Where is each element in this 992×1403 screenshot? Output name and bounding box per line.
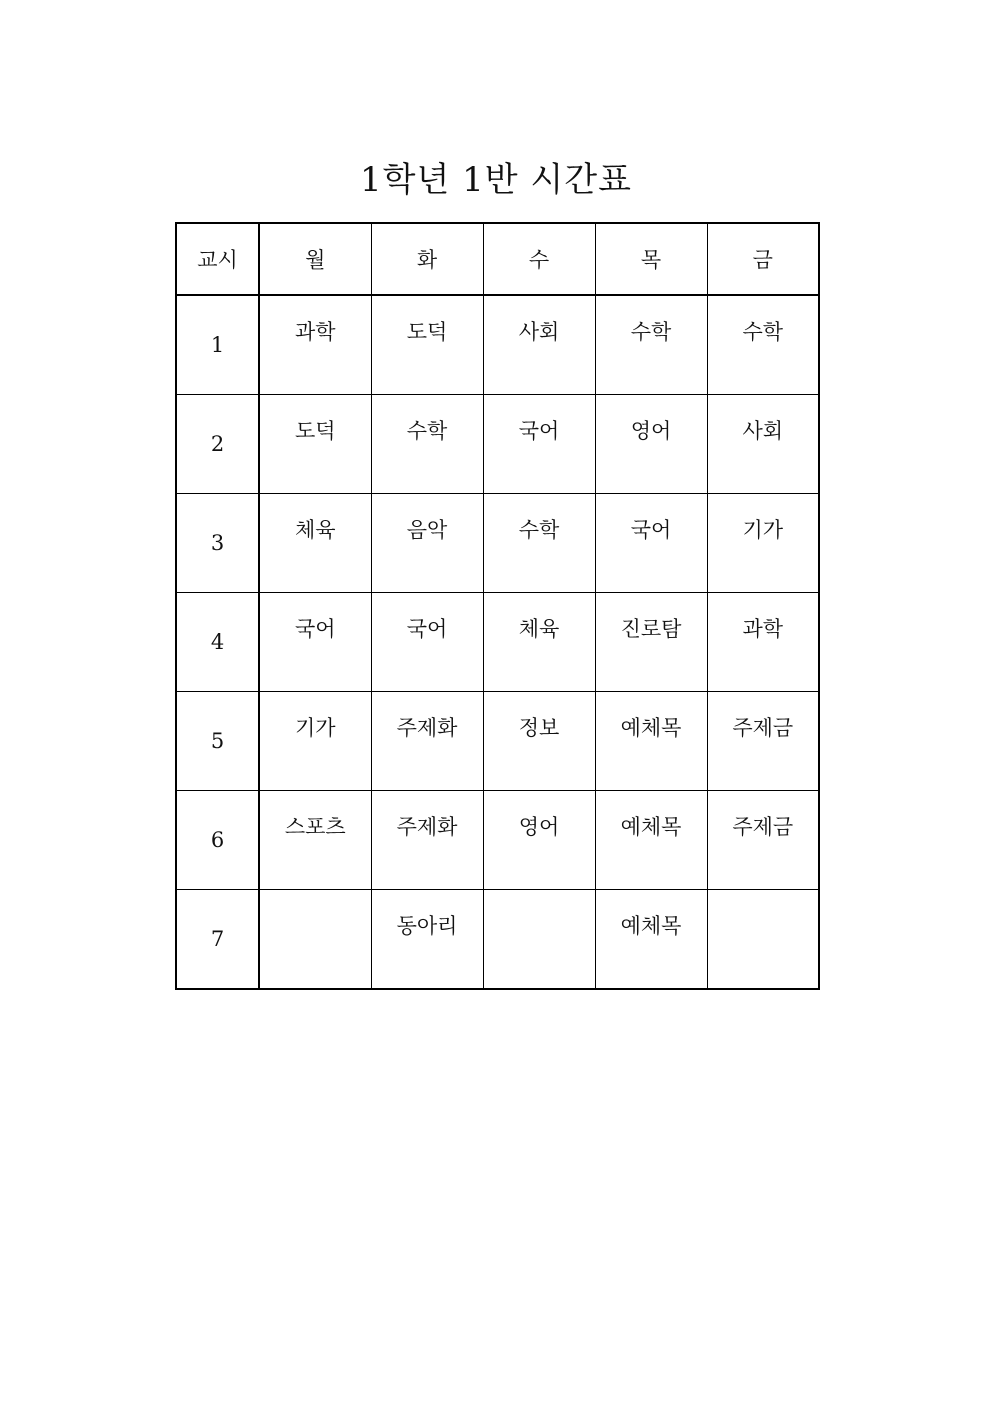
table-row	[176, 494, 819, 593]
class-cell: 스포츠	[259, 791, 371, 890]
period-number: 5	[176, 692, 259, 791]
class-cell: 국어	[595, 494, 707, 593]
class-cell: 예체목	[595, 890, 707, 990]
table-row	[176, 692, 819, 791]
period-number: 7	[176, 890, 259, 990]
class-cell: 과학	[259, 295, 371, 395]
class-cell: 주제화	[371, 791, 483, 890]
class-cell: 동아리	[371, 890, 483, 990]
class-cell: 수학	[595, 295, 707, 395]
table-row	[176, 593, 819, 692]
period-number: 4	[176, 593, 259, 692]
class-cell: 영어	[483, 791, 595, 890]
class-cell: 체육	[483, 593, 595, 692]
class-cell: 과학	[707, 593, 819, 692]
class-cell: 진로탐	[595, 593, 707, 692]
table-row	[176, 890, 819, 990]
class-cell: 수학	[371, 395, 483, 494]
class-cell	[483, 890, 595, 990]
period-number: 6	[176, 791, 259, 890]
class-cell: 정보	[483, 692, 595, 791]
class-cell: 사회	[707, 395, 819, 494]
class-cell: 주제금	[707, 692, 819, 791]
class-cell	[707, 890, 819, 990]
period-number: 2	[176, 395, 259, 494]
header-thu: 목	[595, 223, 707, 295]
table-row	[176, 791, 819, 890]
header-period: 교시	[176, 223, 259, 295]
class-cell: 체육	[259, 494, 371, 593]
class-cell: 수학	[707, 295, 819, 395]
period-number: 1	[176, 295, 259, 395]
class-cell: 도덕	[259, 395, 371, 494]
class-cell: 사회	[483, 295, 595, 395]
class-cell: 영어	[595, 395, 707, 494]
class-cell: 음악	[371, 494, 483, 593]
table-row	[176, 295, 819, 395]
header-fri: 금	[707, 223, 819, 295]
page-title: 1학년 1반 시간표	[360, 160, 632, 200]
class-cell: 도덕	[371, 295, 483, 395]
header-wed: 수	[483, 223, 595, 295]
header-tue: 화	[371, 223, 483, 295]
class-cell: 주제화	[371, 692, 483, 791]
class-cell: 예체목	[595, 692, 707, 791]
class-cell: 주제금	[707, 791, 819, 890]
class-cell: 국어	[259, 593, 371, 692]
class-cell: 수학	[483, 494, 595, 593]
class-cell: 기가	[259, 692, 371, 791]
header-row	[176, 223, 819, 295]
timetable	[175, 222, 820, 990]
table-row	[176, 395, 819, 494]
header-mon: 월	[259, 223, 371, 295]
period-number: 3	[176, 494, 259, 593]
class-cell: 국어	[371, 593, 483, 692]
class-cell: 국어	[483, 395, 595, 494]
class-cell: 예체목	[595, 791, 707, 890]
class-cell	[259, 890, 371, 990]
class-cell: 기가	[707, 494, 819, 593]
